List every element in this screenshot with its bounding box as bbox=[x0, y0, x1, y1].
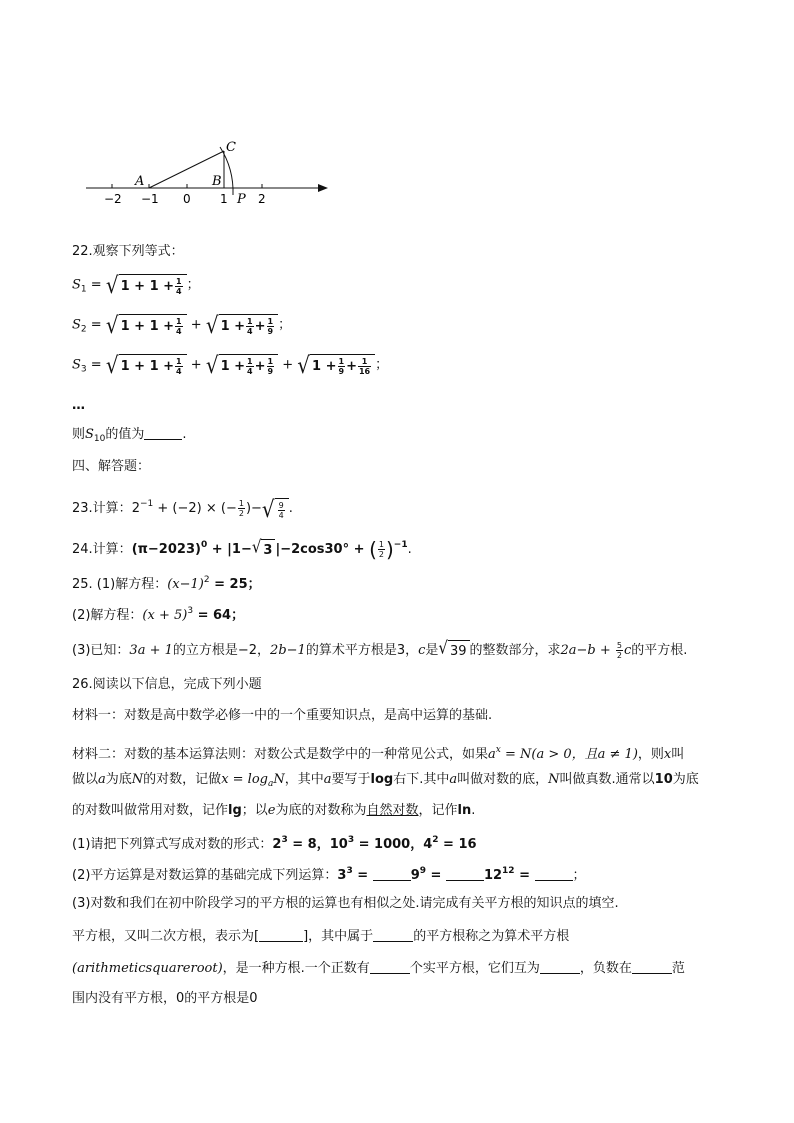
q26-sub2: (2)平方运算是对数运算的基础完成下列运算：$3^3 = 9^9 = 12^{12}$ = ； bbox=[72, 866, 586, 883]
axis-arrow bbox=[318, 184, 328, 192]
sqrt: √ 1 + $\frac{1}{4}$ + $\frac{1}{9}$ bbox=[206, 354, 278, 376]
q23: 23.计算：$2^{-1} + (-2)$ × (− $\frac{1}{2}$ )− √ $\frac{9}{4}$ . bbox=[72, 494, 293, 523]
tick-label-2: 2 bbox=[258, 192, 266, 206]
q26-sub3-line3: 围内没有平方根，0的平方根是0 bbox=[72, 991, 258, 1006]
sqrt: √ 1 + 1 + $\frac{1}{4}$ bbox=[106, 314, 187, 336]
answer-blank[interactable] bbox=[535, 868, 573, 881]
sqrt: √ 1 + 1 + $\frac{1}{4}$ bbox=[106, 274, 187, 296]
q22-intro: 22.观察下列等式： bbox=[72, 244, 184, 259]
answer-blank[interactable] bbox=[446, 868, 484, 881]
answer-blank[interactable] bbox=[632, 961, 672, 974]
q22-s1: $S_1$ = √ 1 + 1 + $\frac{1}{4}$ ； bbox=[72, 271, 200, 299]
q26-title: 26.阅读以下信息，完成下列小题 bbox=[72, 677, 262, 692]
label-a: A bbox=[135, 174, 145, 189]
q22-ellipsis: … bbox=[72, 398, 85, 413]
sqrt: √ 1 + 1 + $\frac{1}{4}$ bbox=[106, 354, 187, 376]
tick-label-neg1: −1 bbox=[141, 192, 159, 206]
sqrt: √ $\frac{9}{4}$ bbox=[262, 498, 289, 520]
tick-label-1: 1 bbox=[220, 192, 228, 206]
q25-p2: (2)解方程：$(x + 5)^3 = 64$； bbox=[72, 606, 245, 623]
label-p: P bbox=[237, 192, 246, 207]
q26-sub3-line2: (arithmeticsquareroot)，是一种方根.一个正数有 个实平方根，它们互为 ，负数在 范 bbox=[72, 961, 685, 976]
q26-sub3-line1: 平方根，又叫二次方根，表示为[ ]，其中属于 的平方根称之为算术平方根 bbox=[72, 929, 570, 944]
q26-material2-line1: 材料二：对数的基本运算法则：对数公式是数学中的一种常见公式，如果$a^x = N(a > 0$，且a ≠ 1)，则x叫 bbox=[72, 745, 685, 762]
q22-ask: 则$S_{10}$的值为 . bbox=[72, 427, 187, 444]
label-c: C bbox=[226, 140, 236, 155]
sqrt: √ 39 bbox=[438, 640, 469, 661]
q25-p1: 25. (1)解方程：$(x-1)^2 = 25$； bbox=[72, 575, 261, 592]
q26-material2-line3: 的对数叫做常用对数，记作lg；以e为底的对数称为自然对数，记作ln. bbox=[72, 803, 476, 818]
answer-blank[interactable] bbox=[370, 961, 410, 974]
sqrt: √ 1 + $\frac{1}{9}$ + $\frac{1}{16}$ bbox=[297, 354, 375, 376]
answer-blank[interactable] bbox=[373, 929, 413, 942]
q26-material2-line2: 做以a为底N的对数，记做$x = \log_aN$，其中a要写于log右下.其中a叫做对数的底，N叫做真数.通常以10为底 bbox=[72, 772, 699, 789]
answer-blank[interactable] bbox=[259, 929, 303, 942]
label-b: B bbox=[212, 174, 222, 189]
q26-sub1: (1)请把下列算式写成对数的形式：$2^3 = 8$，$10^3 = 1000$，$4^2 = 16$ bbox=[72, 835, 477, 852]
q25-p3: (3)已知：3a + 1的立方根是−2，2b−1的算术平方根是3，c是 √ 39 的整数部分，求2a−b + $\frac{5}{2}$ c的平方根. bbox=[72, 637, 688, 660]
number-line-figure bbox=[80, 135, 340, 210]
sqrt: √ 3 bbox=[252, 539, 276, 560]
tick-label-neg2: −2 bbox=[104, 192, 122, 206]
q26-sub3: (3)对数和我们在初中阶段学习的平方根的运算也有相似之处.请完成有关平方根的知识点的填空. bbox=[72, 896, 619, 911]
q26-material1: 材料一：对数是高中数学必修一中的一个重要知识点，是高中运算的基础. bbox=[72, 708, 493, 723]
answer-blank[interactable] bbox=[144, 427, 182, 440]
q22-s3: $S_3$ = √ 1 + 1 + $\frac{1}{4}$ + √ 1 + $\frac{1}{4}$ + $\frac{1}{9}$ + √ 1 + $\frac{1}{9}$ + $\frac{1}{16}$ ； bbox=[72, 351, 389, 379]
section-heading: 四、解答题： bbox=[72, 459, 151, 474]
sqrt: √ 1 + $\frac{1}{4}$ + $\frac{1}{9}$ bbox=[206, 314, 278, 336]
answer-blank[interactable] bbox=[373, 868, 411, 881]
q22-s2: $S_2$ = √ 1 + 1 + $\frac{1}{4}$ + √ 1 + $\frac{1}{4}$ + $\frac{1}{9}$ ； bbox=[72, 311, 292, 339]
q24: 24.计算：$(\pi-2023)^0 + |1-$ √ 3 |−2cos30° + ( $\frac{1}{2}$ )$^{-1}$. bbox=[72, 536, 412, 562]
tick-label-0: 0 bbox=[183, 192, 191, 206]
answer-blank[interactable] bbox=[540, 961, 580, 974]
